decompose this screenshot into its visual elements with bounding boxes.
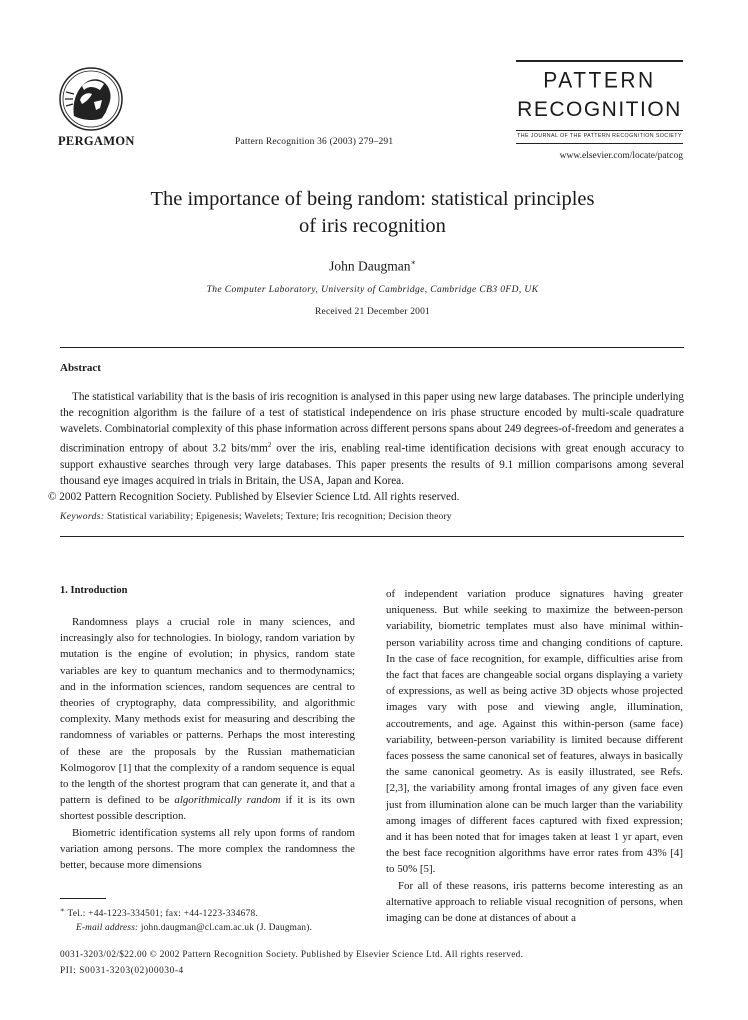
email-label: E-mail address: xyxy=(76,923,139,933)
journal-masthead xyxy=(516,60,683,146)
section-heading-introduction: 1. Introduction xyxy=(60,585,128,596)
footnote-contact xyxy=(60,906,258,919)
footnote-rule xyxy=(60,898,106,899)
abstract-copyright: © 2002 Pattern Recognition Society. Published by Elsevier Science Ltd. All rights reserved. xyxy=(48,490,460,503)
masthead-top-rule xyxy=(516,60,683,62)
title-line-2: of iris recognition xyxy=(299,215,446,237)
abstract-bottom-rule xyxy=(60,536,684,537)
author-affiliation: The Computer Laboratory, University of Cambridge, Cambridge CB3 0FD, UK xyxy=(206,285,539,295)
keywords-label: Keywords: xyxy=(60,512,105,522)
paper-title xyxy=(60,186,685,240)
body-column-right xyxy=(386,586,683,926)
footnote-contact-text: Tel.: +44-1223-334501; fax: +44-1223-334678. xyxy=(65,909,259,920)
paragraph xyxy=(60,614,355,825)
emphasis-text: algorithmically random xyxy=(174,794,281,807)
body-column-left xyxy=(60,614,355,873)
journal-url-link[interactable]: www.elsevier.com/locate/patcog xyxy=(559,151,683,161)
paragraph: Biometric identification systems all rely upon forms of random variation among persons. The more complex the randomness the better, because more dimensions xyxy=(60,826,355,872)
journal-citation: Pattern Recognition 36 (2003) 279–291 xyxy=(235,137,394,147)
email-address-link[interactable]: john.daugman@cl.cam.ac.uk (J. Daugman). xyxy=(138,923,313,933)
keywords-list: Statistical variability; Epigenesis; Wavelets; Texture; Iris recognition; Decision theory xyxy=(107,512,452,522)
masthead-mid-rule xyxy=(516,130,683,131)
abstract-heading: Abstract xyxy=(60,362,101,374)
paragraph: of independent variation produce signatures having greater uniqueness. But while seeking to maximize the between-person variability, biometric templates must also have minimal within-person variability across time and changing conditions of capture. In the case of face recognition, for example, difficulties arise from the fact that faces are changeable social organs displaying a variety of expressions, as well as being active 3D objects whose projected images vary with pose and viewing angle, illumination, accoutrements, and age. Against this within-person (same face) variability, between-person variability is limited because different faces possess the same canonical set of features, always in basically the same canonical geometry. As is easily illustrated, see Refs. [2,3], the variability among frontal images of any given face even just from illumination alone can be much larger than the variability among images of different faces captured with fixed expression; and it has been noted that for images taken at least 1 yr apart, even the best face recognition algorithms have error rates from 43% [4] to 50% [5]. xyxy=(386,588,683,876)
paragraph-text: Randomness plays a crucial role in many sciences, and increasingly also for technologies. In biology, random variation by mutation is the engine of evolution; in physics, random state variables are key to quantum mechanics and to thermodynamics; and in the information sciences, random sequences are central to theories of cryptography, data compressibility, and algorithmic complexity. Many methods exist for measuring and describing the randomness of variables or patterns. Perhaps the most interesting of these are the proposals by the Russian mathematician Kolmogorov [1] that the complexity of a random sequence is equal to the length of the shortest program that can generate it, and that a pattern is defined to be xyxy=(60,616,355,807)
abstract-superscript: 2 xyxy=(267,441,272,449)
keywords-line xyxy=(60,512,684,522)
masthead-bottom-rule xyxy=(516,143,683,144)
journal-subtitle: THE JOURNAL OF THE PATTERN RECOGNITION SOCIETY xyxy=(517,133,682,139)
abstract-text-part2: over the iris, enabling real-time identification decisions with great enough accuracy to support exhaustive searches through very large databases. This paper presents the results of 9.1 million comparisons among several thousand eye images acquired in trials in Britain, the USA, Japan and Korea. xyxy=(60,442,684,487)
journal-title-line2: RECOGNITION xyxy=(517,98,682,121)
title-line-1: The importance of being random: statistical principles xyxy=(150,188,595,210)
author-name: John Daugman xyxy=(329,258,411,274)
journal-title-line1: PATTERN xyxy=(543,68,656,93)
pergamon-logo-icon xyxy=(52,66,130,132)
footer-copyright: 0031-3203/02/$22.00 © 2002 Pattern Recognition Society. Published by Elsevier Science Ltd. All rights reserved. xyxy=(60,950,524,960)
abstract-text-part1: The statistical variability that is the basis of iris recognition is analysed in this paper using new large databases. The principle underlying the recognition algorithm is the failure of a test of statistical independence on iris phase structure encoded by multi-scale quadrature wavelets. Combinatorial complexity of this phase information across different persons spans about 249 degrees-of-freedom and generates a discrimination entropy of about 3.2 bits/mm xyxy=(60,391,684,455)
footnote-email xyxy=(76,923,312,933)
abstract-top-rule xyxy=(60,347,684,348)
footer-pii: PII: S0031-3203(02)00030-4 xyxy=(60,966,184,976)
received-date: Received 21 December 2001 xyxy=(315,307,430,317)
author-line xyxy=(60,258,685,275)
author-footnote-mark[interactable]: ∗ xyxy=(410,258,416,267)
publisher-name: PERGAMON xyxy=(58,134,135,148)
footnote-mark: ∗ xyxy=(60,906,66,914)
abstract-body xyxy=(48,389,684,505)
paragraph-text: if it is its own shortest possible description. xyxy=(60,794,355,823)
paragraph: For all of these reasons, iris patterns become interesting as an alternative approach to reliable visual recognition of persons, when imaging can be done at distances of about a xyxy=(386,879,683,925)
